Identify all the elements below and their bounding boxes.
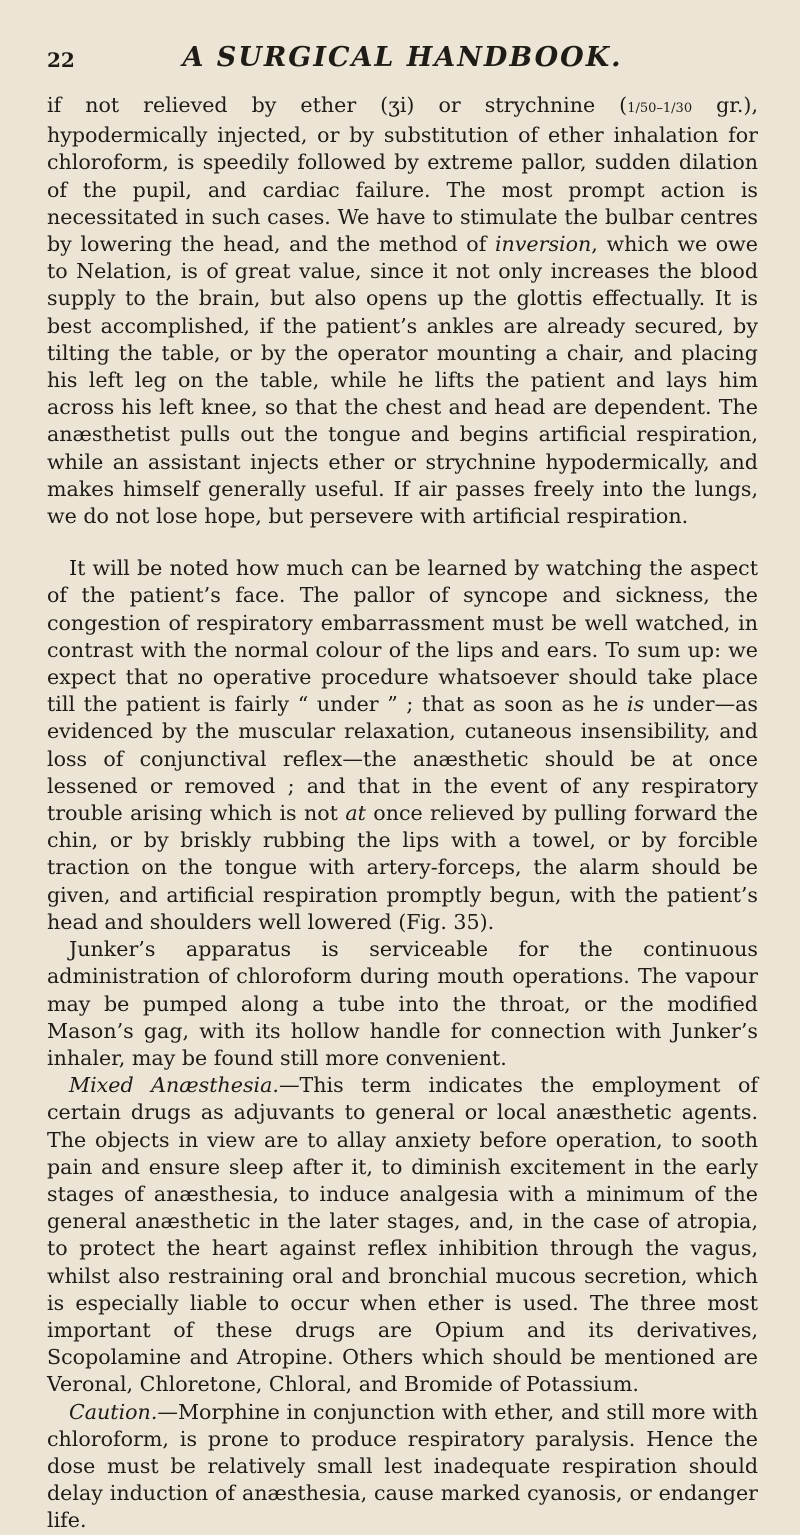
paragraph [47, 92, 758, 530]
running-head [47, 38, 758, 78]
text-run: —This term indicates the employment of certain drugs as adjuvants to general or local anæsthetic agents. The objects in view are to allay anxiety before operation, to sooth pain and ensure sleep after it, to diminish excitement in the early stages of anæsthesia, to induce analgesia with a minimum of the general anæsthetic in the later stages, and, in the case of atropia, to protect the heart against reflex inhibition through the vagus, whilst also restraining oral and bronchial mucous secretion, which is especially liable to occur when ether is used. The three most important of these drugs are Opium and its derivatives, Scopolamine and Atropine. Others which should be mentioned are Veronal, Chloretone, Chloral, and Bromide of Potassium. [47, 1073, 758, 1397]
page-number: 22 [47, 48, 75, 72]
italic-text: at [345, 801, 366, 826]
paragraph [47, 555, 758, 936]
body-text [47, 92, 758, 1535]
italic-text: Caution. [69, 1399, 158, 1424]
text-run: under—as evidenced by the muscular relaxation, cutaneous insensibility, and loss of conjunctival reflex—the anæsthetic should be at once lessened or removed ; and that in the event of any respiratory trouble arising which is not [47, 692, 759, 826]
italic-text: is [627, 692, 645, 717]
text-run: gr.), hypodermically injected, or by substitution of ether inhalation for chloroform, is speedily followed by extreme pallor, sudden dilation of the pupil, and cardiac failure. The most prompt action is necessitated in such cases. We have to stimulate the bulbar centres by lowering the head, and the method of [47, 93, 758, 257]
text-run: —Morphine in conjunction with ether, and still more with chloroform, is prone to produce respiratory paralysis. Hence the dose must be relatively small lest inadequate respiration should delay induction of anæsthesia, cause marked cyanosis, or endanger life. [47, 1399, 758, 1533]
text-run: It will be noted how much can be learned by watching the aspect of the patient’s face. The pallor of syncope and sickness, the congestion of respiratory embarrassment must be well watched, in contrast with the normal colour of the lips and ears. To sum up: we expect that no operative procedure whatsoever should take place till the patient is fairly “ under ” ; that as soon as he [47, 556, 758, 717]
italic-text: Mixed Anæsthesia. [69, 1073, 279, 1098]
paragraph [47, 1072, 758, 1398]
paragraph [47, 936, 758, 1072]
paragraph [47, 1399, 758, 1535]
dose-fraction: 1/50–1/30 [627, 101, 693, 116]
italic-text: inversion [494, 232, 592, 257]
text-run: if not relieved by ether (ʒi) or strychnine ( [47, 93, 628, 117]
running-head-title: A SURGICAL HANDBOOK. [182, 42, 623, 73]
text-run: , which we owe to Nelation, is of great value, since it not only increases the blood supply to the brain, but also opens up the glottis effectually. It is best accomplished, if the patient’s ankles are already secured, by tilting the table, or by the operator mounting a chair, and placing his left leg on the table, while he lifts the patient and lays him across his left knee, so that the chest and head are dependent. The anæsthetist pulls out the tongue and begins artificial respiration, while an assistant injects ether or strychnine hypodermically, and makes himself generally useful. If air passes freely into the lungs, we do not lose hope, but persevere with artificial respiration. [47, 232, 758, 529]
text-run: once relieved by pulling forward the chin, or by briskly rubbing the lips with a towel, or by forcible traction on the tongue with artery-forceps, the alarm should be given, and artificial respiration promptly begun, with the patient’s head and shoulders well lowered (Fig. 35). [47, 801, 758, 934]
text-run: Junker’s apparatus is serviceable for the continuous administration of chloroform during mouth operations. The vapour may be pumped along a tube into the throat, or the modified Mason’s gag, with its hollow handle for connection with Junker’s inhaler, may be found still more convenient. [47, 937, 758, 1070]
